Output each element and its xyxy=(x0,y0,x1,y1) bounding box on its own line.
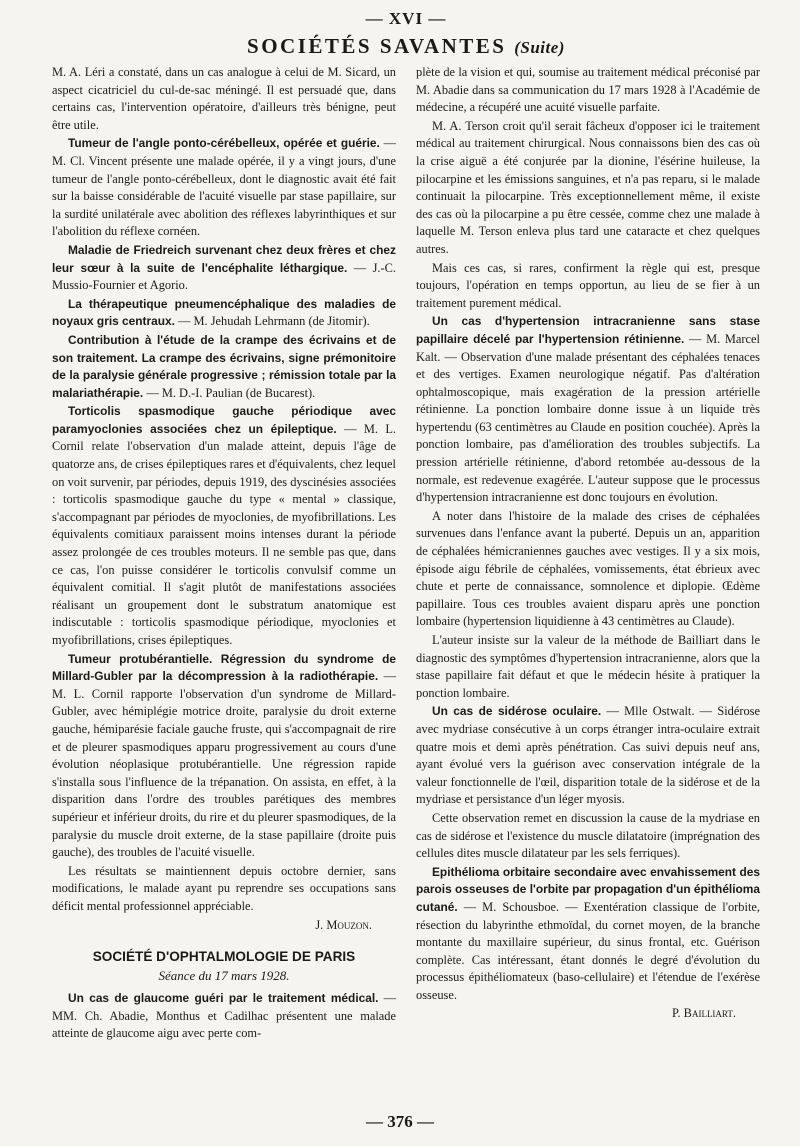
abstract-entry xyxy=(52,242,396,295)
abstract-title: Contribution à l'étude de la crampe des écrivains et de son traitement. La crampe des écrivains, signe prémonitoire de la paralysie générale progressive ; rémission totale par la malariathérapie. xyxy=(52,332,396,400)
abstract-entry xyxy=(52,990,396,1043)
abstract-text: — M. Marcel Kalt. — Observation d'une malade présentant des céphalées tenaces et des vertiges. Examen neurologique négatif. Pas d'altération ophtalmoscopique, mais exagération de la pression artérielle rétinienne. La ponction lombaire donne issue à un liquide très hypertendu (63 centimètres au Claude en position couchée). Après la ponction lombaire, pas d'amélioration des troubles subjectifs. La pression artérielle rétinienne, d'abord retombée au-dessous de la normale, est redevenue exagérée. L'auteur suppose que le processus d'hypertension intracranienne est donc toujours en évolution. xyxy=(416,331,760,505)
abstract-entry xyxy=(52,296,396,331)
abstract-title: Un cas d'hypertension intracranienne sans stase papillaire décelé par l'hypertension rétinienne. xyxy=(416,314,760,346)
two-column-body xyxy=(52,64,760,1044)
abstract-entry xyxy=(416,313,760,507)
section-date: Séance du 17 mars 1928. xyxy=(158,967,290,983)
abstract-text: — J.-C. Mussio-Fournier et Agorio. xyxy=(52,260,396,293)
abstract-text: — M. Schousboe. — Exentération classique de l'orbite, résection du labyrinthe ethmoïdal, du cornet moyen, de la branche montante du maxillaire supérieur, du sinus frontal, etc. Guérison complète. Cas intéressant, étant donnés le degré d'évolution du processus épithéliomateux (baso-cellulaire) et l'étendue de l'exérèse osseuse. xyxy=(416,899,760,1002)
running-title-continued: (Suite) xyxy=(514,38,565,57)
abstract-title: Torticolis spasmodique gauche périodique avec paramyoclonies associées chez un épileptique. xyxy=(52,404,396,436)
paragraph: L'auteur insiste sur la valeur de la méthode de Bailliart dans le diagnostic des symptômes d'hypertension intracranienne, alors que la stase papillaire fait défaut et que le médecin hésite à pratiquer la ponction lombaire. xyxy=(416,633,760,700)
abstract-text: — M. L. Cornil rapporte l'observation d'un syndrome de Millard-Gubler, avec hémiplégie motrice droite, paralysie du droit externe gauche, hémiparésie faciale gauche fruste, qui s'accompagnait de rire et de pleurer spasmodiques apparu progressivement au cours d'une évolution néoplasique protubérantielle. Une régression rapide s'installa sous l'influence de la trépanation. On assista, en effet, à la disparition dans l'ordre des troubles parétiques des membres supérieur et inférieur droits, du rire et du pleurer spasmodiques, de la paralysie du muscle droit externe, de la stase papillaire (droite puis gauche), des troubles de l'acuité visuelle. xyxy=(52,669,396,860)
abstract-entry xyxy=(52,651,396,862)
abstract-entry xyxy=(52,403,396,649)
abstract-text: — M. L. Cornil relate l'observation d'un malade atteint, depuis l'âge de quatorze ans, de crises épileptiques rares et d'équivalents, chez lequel on voit survenir, par périodes, depuis 1919, des dyscinésies associées : torticolis spasmodique gauche du type « mental » classique, s'accompagnant par périodes de myoclonies, de myofibrillations. Les équivalents comitiaux paraissent moins intenses durant la période assez prolongée de ces troubles moteurs. Il ne semble pas que, dans ce cas, l'on puisse considérer le torticolis convulsif comme un équivalent comitial. Il s'agit plutôt de manifestations associées réalisant un groupement dont le substratum anatomique est indiscutable : torticolis spasmodique périodique, myoclonies et myofibrillations, crises épileptiques. xyxy=(52,421,396,647)
abstract-text: — MM. Ch. Abadie, Monthus et Cadilhac présentent une malade atteinte de glaucome aigu avec perte com- xyxy=(52,991,396,1041)
abstract-title: La thérapeutique pneumencéphalique des maladies de noyaux gris centraux. xyxy=(52,296,396,329)
paragraph: A noter dans l'histoire de la malade des crises de céphalées survenues dans l'enfance avant la puberté. Depuis un an, apparition de céphalées hémicraniennes gauches avec vestiges. Il y a six mois, épisode aigu fébrile de céphalées, vomissements, état ébrieux avec chute et perte de connaissance, somnolence et diplopie. Œdème papillaire. Tous ces troubles avaient disparu après une ponction lombaire (hypertension liquidienne à 43 centimètres au Claude). xyxy=(416,508,760,629)
abstract-entry xyxy=(52,135,396,241)
abstract-title: Un cas de glaucome guéri par le traitement médical. xyxy=(68,991,379,1006)
abstract-entry xyxy=(416,864,760,1005)
abstract-title: Epithélioma orbitaire secondaire avec envahissement des parois osseuses de l'orbite par propagation d'un épithélioma cutané. xyxy=(416,864,760,914)
abstract-text: — M. Cl. Vincent présente une malade opérée, il y a vingt jours, d'une tumeur de l'angle ponto-cérébelleux, dont le diagnostic avait été fait sur la baisse considérable de l'acuité visuelle par stase papillaire, sur la surdité unilatérale avec abolition des réflexes labyrinthiques et sur l'abolition du réflexe cornéen. xyxy=(52,136,396,239)
paragraph: Mais ces cas, si rares, confirment la règle qui est, presque toujours, l'opération en temps opportun, au lieu de se fier à un traitement purement médical. xyxy=(416,260,760,310)
page-roman-numeral: — XVI — xyxy=(365,9,447,28)
abstract-title: Tumeur protubérantielle. Régression du syndrome de Millard-Gubler par la décompression à la radiothérapie. xyxy=(52,651,396,684)
author-signature: P. Bailliart. xyxy=(671,1006,736,1021)
right-column xyxy=(416,64,760,1044)
abstract-text: — M. Jehudah Lehrmann (de Jitomir). xyxy=(178,314,370,329)
paragraph: plète de la vision et qui, soumise au traitement médical préconisé par M. Abadie dans sa communication du 17 mars 1928 à l'Académie de médecine, a récupéré une acuité visuelle parfaite. xyxy=(416,65,760,115)
section-title: SOCIÉTÉ D'OPHTALMOLOGIE DE PARIS xyxy=(92,949,356,965)
abstract-title: Maladie de Friedreich survenant chez deux frères et chez leur sœur à la suite de l'encéphalite léthargique. xyxy=(52,242,396,275)
paragraph: Les résultats se maintiennent depuis octobre dernier, sans modifications, le malade ayant pu reprendre ses occupations sans déficit mental professionnel appréciable. xyxy=(52,863,396,913)
paragraph: M. A. Léri a constaté, dans un cas analogue à celui de M. Sicard, un aspect cicatriciel du cul-de-sac méningé. Il est persuadé que, dans certains cas, l'intervention opératoire, d'ailleurs très bénigne, peut être utile. xyxy=(52,65,396,132)
abstract-title: Tumeur de l'angle ponto-cérébelleux, opérée et guérie. xyxy=(68,136,380,151)
running-title-main: SOCIÉTÉS SAVANTES xyxy=(247,34,507,58)
abstract-text: — Mlle Ostwalt. — Sidérose avec mydriase consécutive à un corps étranger intra-oculaire extrait quatre mois et demi après pénétration. Cas suivi depuis neuf ans, ayant évolué vers la guérison avec conservation intégrale de la valeur fonctionnelle de l'œil, disparition totale de la sidérose et de la mydriase et persistance d'un léger myosis. xyxy=(416,704,760,807)
abstract-text: — M. D.-I. Paulian (de Bucarest). xyxy=(146,385,316,400)
paragraph: Cette observation remet en discussion la cause de la mydriase en cas de sidérose et l'existence du muscle dilatatoire (imprégnation des cellules dites muscle dilatateur par les sels ferriques). xyxy=(416,810,760,861)
author-signature: J. Mouzon. xyxy=(315,917,372,932)
abstract-entry xyxy=(52,332,396,402)
abstract-entry xyxy=(416,703,760,809)
abstract-title: Un cas de sidérose oculaire. xyxy=(432,704,602,719)
paragraph: M. A. Terson croit qu'il serait fâcheux d'opposer ici le traitement médical au traitement chirurgical. Nous connaissons bien des cas où la crise aiguë a été conjurée par la dionine, l'ésérine huileuse, la pilocarpine et les émissions sanguines, et n'a pas reparu, si le malade continuait la pilocarpine. Très exceptionnellement même, il existe des cas où la pilocarpine a pu être cessée, comme chez une malade à laquelle M. Terson enleva plus tard une cataracte et chez quelques autres. xyxy=(416,118,760,256)
left-column xyxy=(52,64,396,1044)
page-number: — 376 — xyxy=(366,1112,434,1131)
running-title xyxy=(52,32,760,62)
